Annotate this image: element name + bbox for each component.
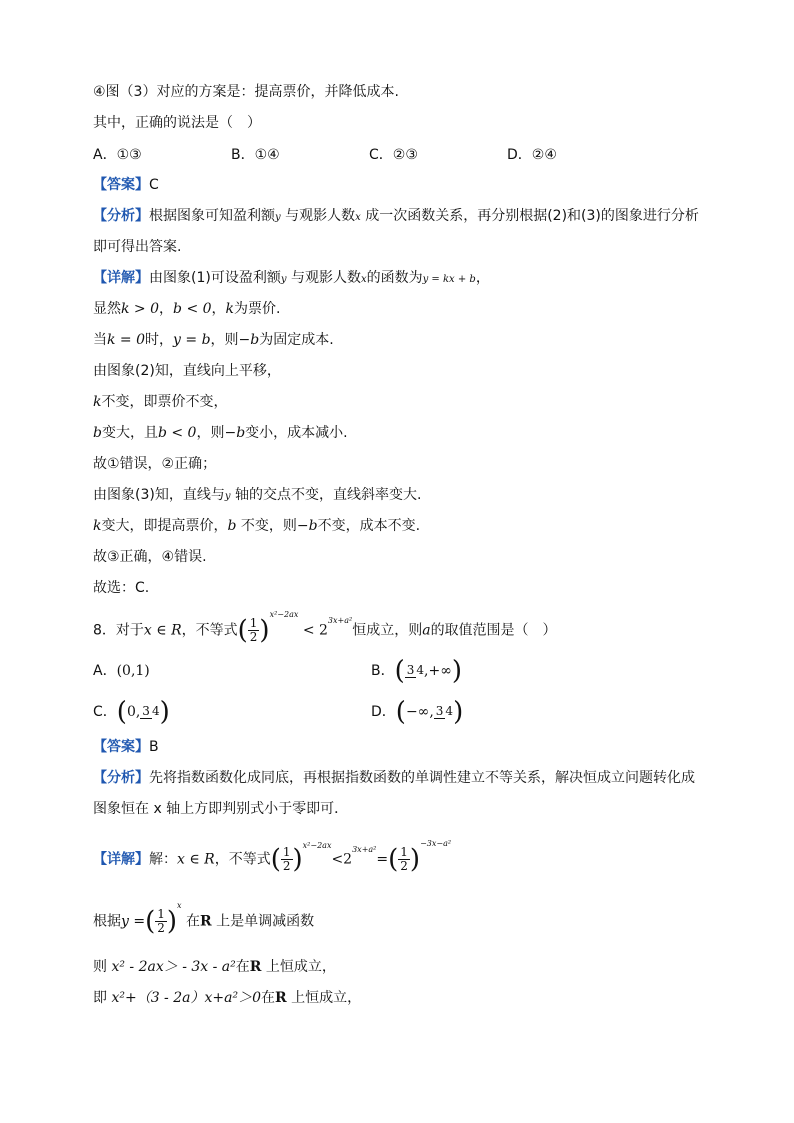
- formula: b < 0: [173, 301, 212, 317]
- var-b: b: [227, 518, 237, 534]
- q7-detail-1: 【详解】由图象(1)可设盈利额y 与观影人数x的函数为y = kx + b，: [93, 270, 490, 286]
- formula: x²+（3 - 2a）x+a²＞0: [111, 990, 261, 1006]
- q8-option-c: C．(0, 3 4): [93, 696, 170, 727]
- text: ，不等式: [181, 622, 238, 639]
- detail-tag: 【详解】: [93, 270, 149, 286]
- text: ，: [211, 301, 226, 317]
- q7-analysis-1: [93, 206, 704, 228]
- text: 由图象(3)知，直线与: [93, 487, 225, 503]
- text: 不变，即票价不变，: [101, 394, 228, 410]
- q7-detail-6: [93, 423, 704, 443]
- q8-options-row1: [93, 655, 704, 686]
- text: 与观影人数: [290, 270, 361, 286]
- exponent: 3x+a²: [327, 616, 353, 625]
- var-k: k: [93, 518, 102, 534]
- formula: −b: [238, 332, 260, 348]
- q8-detail-3: [93, 957, 704, 977]
- text: 在: [235, 959, 250, 975]
- text: ，: [159, 301, 174, 317]
- formula: k = 0: [107, 332, 146, 348]
- formula: x ∈ R: [177, 851, 215, 868]
- text: 成一次函数关系，再分别根据(2)和(3)的图象进行分析: [365, 208, 699, 224]
- formula: x² - 2ax＞ - 3x - a²: [111, 959, 236, 975]
- detail-tag: 【详解】: [93, 851, 149, 868]
- q7-detail-2: [93, 299, 704, 319]
- formula: −b: [224, 425, 246, 441]
- text-line-1: ④图（3）对应的方案是：提高票价，并降低成本.: [93, 84, 399, 100]
- q7-detail-3: [93, 330, 704, 350]
- var-k: k: [225, 301, 235, 317]
- q7-option-a: A．①③: [93, 147, 142, 163]
- var-k: k: [93, 394, 102, 410]
- q7-detail-10: 故③正确，④错误.: [93, 549, 207, 565]
- formula: k > 0: [121, 301, 160, 317]
- text: ，则: [210, 332, 239, 348]
- fraction: $\frac{1}{2}$: [249, 616, 258, 645]
- text: 上恒成立，: [291, 990, 362, 1006]
- q8-detail-4: [93, 988, 704, 1008]
- q7-options: [93, 144, 704, 164]
- var-y: y: [275, 212, 281, 223]
- text: 由图象(1)可设盈利额: [149, 270, 281, 286]
- formula: y =: [121, 913, 146, 930]
- q7-detail-9: [93, 516, 704, 536]
- answer-value: C: [149, 177, 159, 193]
- var-y: y: [280, 274, 287, 285]
- q8-detail-2: 根据y =( $\frac{1}{2}$ )$^x$ 在R 上是单调减函数: [93, 901, 315, 937]
- q7-answer: [93, 175, 704, 195]
- q7-option-c: C．②③: [369, 147, 418, 163]
- analysis-tag: 【分析】: [93, 770, 149, 786]
- var-y: y: [224, 491, 231, 502]
- question-stem: 其中，正确的说法是（ ）: [93, 115, 261, 131]
- q7-analysis-2: 即可得出答案.: [93, 239, 182, 255]
- answer-tag: 【答案】: [93, 177, 149, 193]
- formula: x ∈ R: [143, 622, 182, 639]
- text: 上恒成立，: [265, 959, 336, 975]
- text: 变大，即提高票价，: [101, 518, 228, 534]
- q8-answer: [93, 737, 704, 757]
- q7-detail-7: 故①错误，②正确；: [93, 456, 217, 472]
- text: 为票价.: [234, 301, 281, 317]
- var-b: b: [93, 425, 102, 441]
- set-R: R: [249, 959, 262, 975]
- text: 根据: [93, 913, 121, 930]
- answer-tag: 【答案】: [93, 739, 149, 755]
- q8-analysis-2: 图象恒在 x 轴上方即判别式小于零即可．: [93, 801, 349, 817]
- answer-value: B: [149, 739, 159, 755]
- formula: −b: [296, 518, 318, 534]
- text: 解：: [149, 851, 177, 868]
- text: ，不等式: [214, 851, 271, 868]
- formula: b < 0: [157, 425, 197, 441]
- text: 为固定成本.: [259, 332, 334, 348]
- text: 变小，成本减小.: [245, 425, 348, 441]
- text: 变大，且: [101, 425, 158, 441]
- text: 恒成立，则: [352, 622, 423, 639]
- analysis-tag: 【分析】: [93, 208, 149, 224]
- text: 即: [93, 990, 107, 1006]
- text: 上是单调减函数: [216, 913, 315, 930]
- text: 时，: [145, 332, 174, 348]
- q7-detail-11: 故选：C.: [93, 580, 150, 596]
- text: 与观影人数: [285, 208, 356, 224]
- text: 当: [93, 332, 107, 348]
- q7-detail-5: [93, 392, 704, 412]
- q8-options-row2: [93, 696, 704, 727]
- q8-stem: 8．对于x ∈ R，不等式( $\frac{1}{2}$ )$^{x^2-2ax} < 2^{3x+a^2}$恒成立，则a的取值范围是（ ）: [93, 610, 557, 646]
- q7-detail-8: [93, 485, 704, 507]
- q7-option-b: B．①④: [231, 147, 280, 163]
- formula: y = b: [173, 332, 211, 348]
- text: 先将指数函数化成同底，再根据指数函数的单调性建立不等关系，解决恒成立问题转化成: [149, 770, 695, 786]
- set-R: R: [274, 990, 287, 1006]
- var-x: x: [355, 212, 361, 223]
- text: 8．对于: [93, 622, 144, 639]
- set-R: R: [200, 913, 212, 930]
- text: ，则: [196, 425, 225, 441]
- q8-option-a: A．(0,1): [93, 663, 150, 679]
- q8-detail-1: 【详解】解：x ∈ R，不等式( $\frac{1}{2}$ )$^{x^2-2ax}<2^{3x+a^2}=$( $\frac{1}{2}$ )$^{-3x-a^2}$: [93, 839, 452, 875]
- text: 在: [260, 990, 275, 1006]
- text: 的取值范围是（ ）: [430, 622, 557, 639]
- exponent: x²−2ax: [269, 610, 299, 619]
- var-x: x: [360, 274, 367, 285]
- q7-option-d: D．②④: [507, 147, 557, 163]
- text: 不变，则: [240, 518, 297, 534]
- formula: < 2: [302, 622, 328, 639]
- q8-analysis-1: [93, 768, 704, 788]
- text: 的函数为: [366, 270, 423, 286]
- text: 根据图象可知盈利额: [149, 208, 275, 224]
- text: 在: [186, 913, 201, 930]
- q8-option-b: B．( 3 4,+∞): [371, 655, 463, 686]
- q7-detail-4: 由图象(2)知，直线向上平移，: [93, 363, 281, 379]
- formula: y = kx + b: [422, 274, 476, 285]
- q8-option-d: D．(−∞, 3 4): [371, 696, 464, 727]
- text: 轴的交点不变，直线斜率变大.: [234, 487, 422, 503]
- text: 显然: [93, 301, 121, 317]
- text: 不变，成本不变.: [317, 518, 421, 534]
- var-a: a: [422, 622, 431, 639]
- text: 则: [93, 959, 107, 975]
